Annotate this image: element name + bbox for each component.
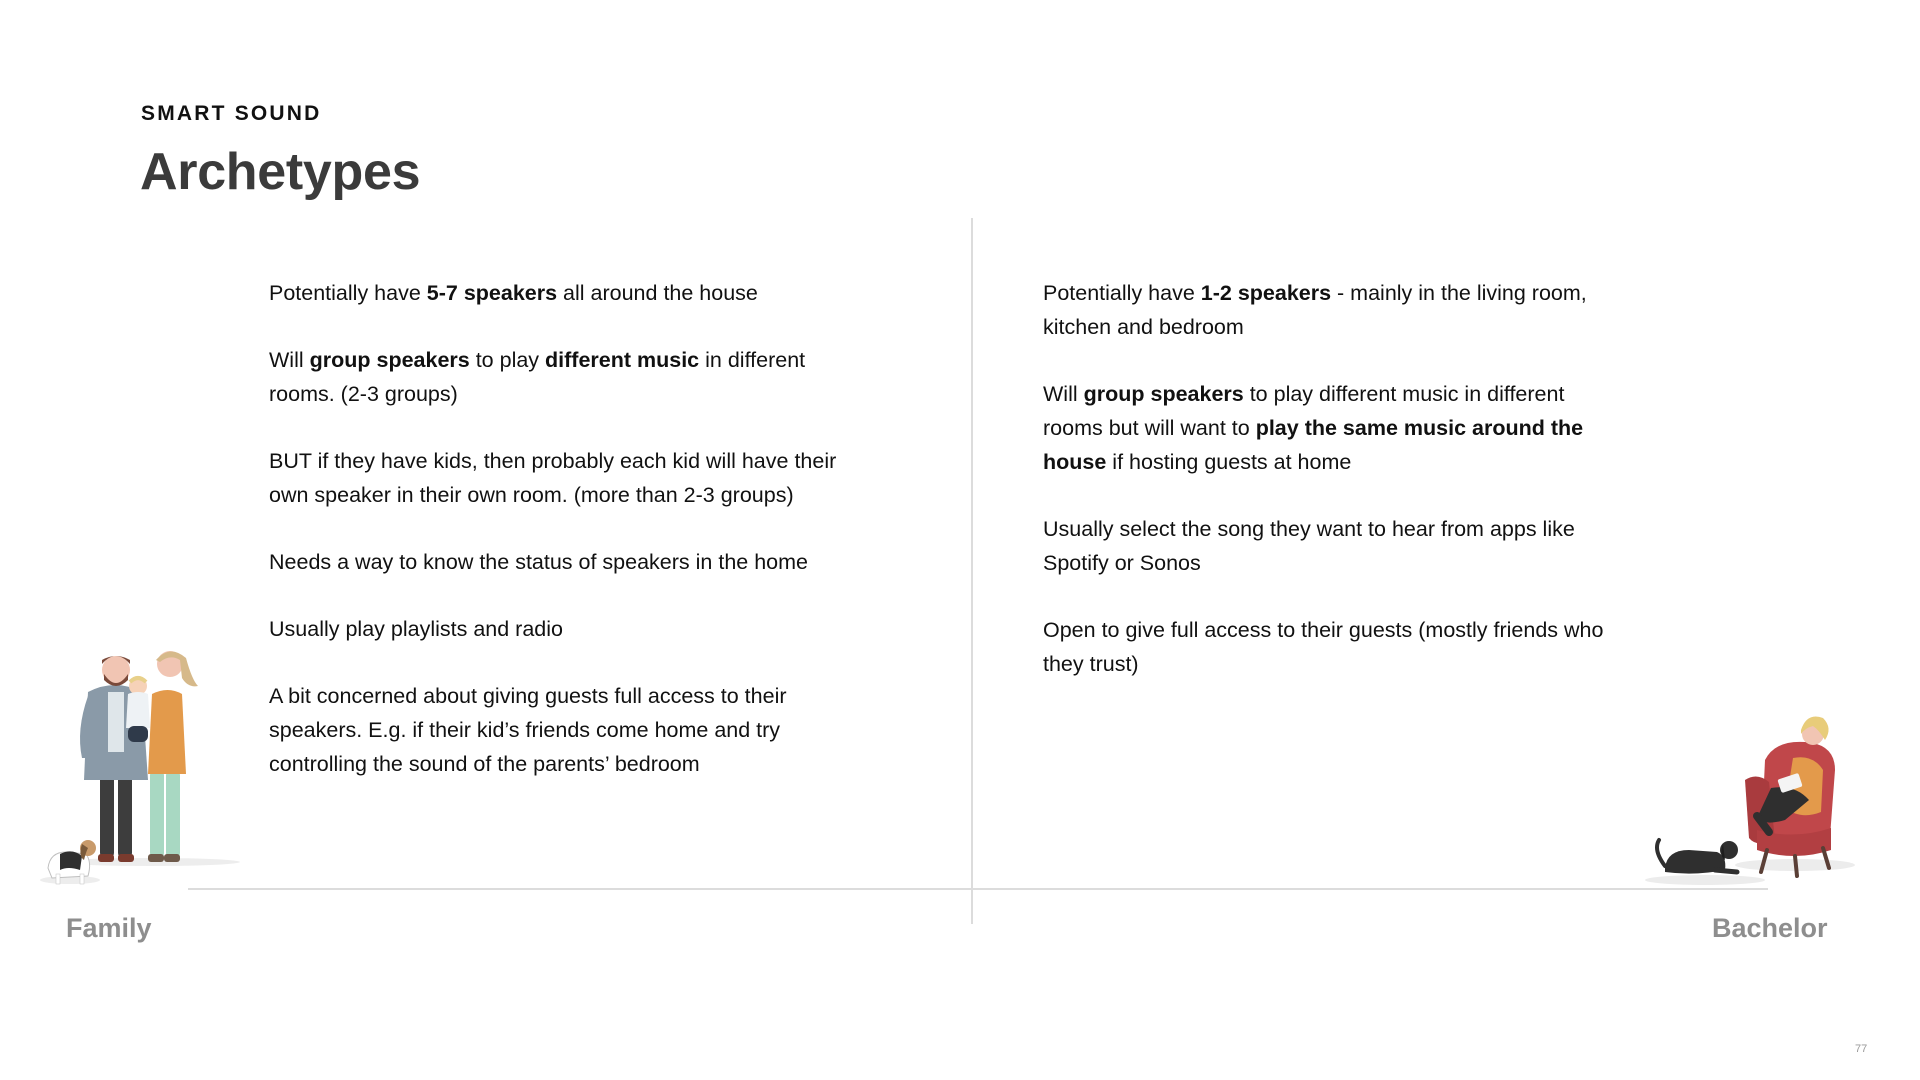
emphasis-text: group speakers [1083, 382, 1244, 406]
bachelor-points [1043, 276, 1623, 714]
family-illustration [30, 630, 240, 890]
point-text [269, 444, 869, 512]
family-points [269, 276, 869, 814]
vertical-divider [971, 218, 973, 924]
emphasis-text: different music [545, 348, 700, 372]
horizontal-axis-line [188, 888, 1768, 890]
point-text [269, 612, 869, 646]
text-segment: BUT if they have kids, then probably each kid will have their own speaker in their own room. (more than 2-3 groups) [269, 449, 837, 507]
text-segment: A bit concerned about giving guests full access to their speakers. E.g. if their kid’s friends come home and try controlling the sound of the parents’ bedroom [269, 684, 787, 776]
point-text [1043, 512, 1623, 580]
text-segment: all around the house [557, 281, 758, 305]
point-text [1043, 377, 1623, 479]
text-segment: - mainly in the living room, kitchen and bedroom [1043, 281, 1587, 339]
point-text [269, 545, 869, 579]
emphasis-text: 5-7 speakers [426, 281, 558, 305]
mother-figure [148, 651, 198, 862]
emphasis-text: 1-2 speakers [1200, 281, 1332, 305]
text-segment: Usually select the song they want to hear from apps like Spotify or Sonos [1043, 517, 1575, 575]
section-eyebrow: SMART SOUND [141, 102, 322, 125]
text-segment: if hosting guests at home [1106, 450, 1352, 474]
text-segment: Usually play playlists and radio [269, 617, 563, 641]
text-segment: Potentially have [1043, 281, 1201, 305]
lying-dog [1657, 840, 1738, 874]
page-title: Archetypes [140, 143, 421, 201]
page-number: 77 [1855, 1043, 1868, 1055]
text-segment: in different rooms. (2-3 groups) [269, 348, 806, 406]
text-segment: Open to give full access to their guests (mostly friends who they trust) [1043, 618, 1604, 676]
text-segment: Needs a way to know the status of speakers in the home [269, 550, 808, 574]
text-segment: to play different music in different rooms but will want to [1043, 382, 1565, 440]
baby-figure [126, 677, 150, 742]
family-label: Family [66, 913, 152, 943]
point-text [269, 276, 869, 310]
text-segment: Potentially have [269, 281, 427, 305]
bachelor-illustration [1645, 700, 1875, 890]
bachelor-label: Bachelor [1712, 913, 1828, 943]
emphasis-text: play the same music around the house [1043, 416, 1584, 474]
point-text [1043, 613, 1623, 681]
point-text [269, 343, 869, 411]
text-segment: Will [1043, 382, 1084, 406]
point-text [1043, 276, 1623, 344]
text-segment: Will [269, 348, 310, 372]
point-text [269, 679, 869, 781]
text-segment: to play [469, 348, 546, 372]
emphasis-text: group speakers [309, 348, 470, 372]
